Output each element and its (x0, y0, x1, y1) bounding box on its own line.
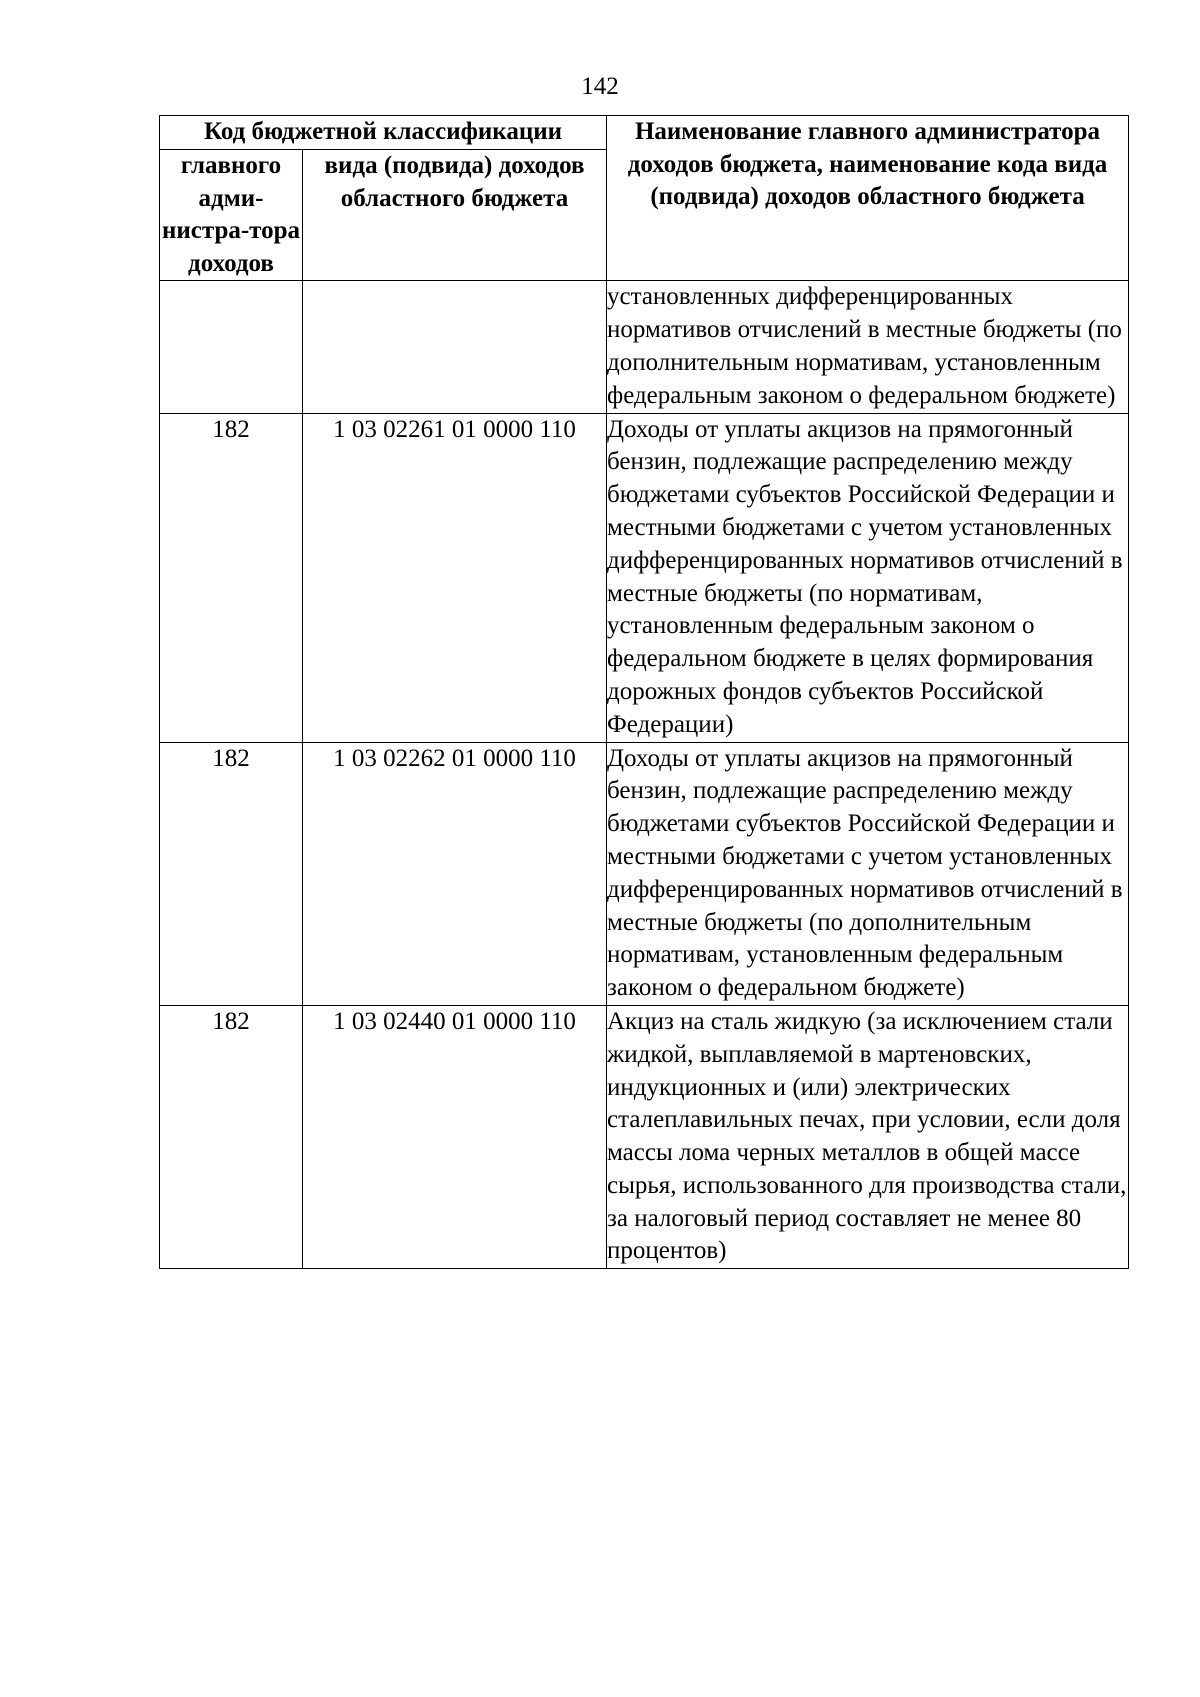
cell-income-code: 1 03 02262 01 0000 110 (303, 742, 607, 1005)
table-header (160, 116, 1129, 281)
cell-income-code: 1 03 02440 01 0000 110 (303, 1005, 607, 1268)
cell-income-name: Акциз на сталь жидкую (за исключением стали жидкой, выплавляемой в мартеновских, индукционных и (или) электрических сталеплавильных печах, при условии, если доля массы лома черных металлов в общей массе сырья, использованного для производства стали, за налоговый период составляет не менее 80 процентов) (607, 1005, 1129, 1268)
cell-income-name: Доходы от уплаты акцизов на прямогонный бензин, подлежащие распределению между бюджетами субъектов Российской Федерации и местными бюджетами с учетом установленных дифференцированных нормативов отчислений в местные бюджеты (по нормативам, установленным федеральным законом о федеральном бюджете в целях формирования дорожных фондов субъектов Российской Федерации) (607, 413, 1129, 742)
cell-income-code: 1 03 02261 01 0000 110 (303, 413, 607, 742)
table-row (160, 281, 1129, 413)
header-name: Наименование главного администратора доходов бюджета, наименование кода вида (подвида) доходов областного бюджета (607, 116, 1129, 281)
cell-income-name: установленных дифференцированных нормативов отчислений в местные бюджеты (по дополнительным нормативам, установленным федеральным законом о федеральном бюджете) (607, 281, 1129, 413)
table-row (160, 742, 1129, 1005)
table-body (160, 281, 1129, 1269)
table-row (160, 1005, 1129, 1268)
cell-admin-code: 182 (160, 742, 303, 1005)
budget-classification-table (159, 115, 1129, 1269)
cell-income-code (303, 281, 607, 413)
table-row (160, 413, 1129, 742)
header-budget-classification-code: Код бюджетной классификации (160, 116, 607, 150)
cell-admin-code: 182 (160, 1005, 303, 1268)
page-number: 142 (581, 73, 619, 100)
header-main-administrator: главного адми-нистра-тора доходов (160, 150, 303, 281)
cell-admin-code (160, 281, 303, 413)
cell-income-name: Доходы от уплаты акцизов на прямогонный бензин, подлежащие распределению между бюджетами субъектов Российской Федерации и местными бюджетами с учетом установленных дифференцированных нормативов отчислений в местные бюджеты (по дополнительным нормативам, установленным федеральным законом о федеральном бюджете) (607, 742, 1129, 1005)
header-income-type-code: вида (подвида) доходов областного бюджета (303, 150, 607, 281)
cell-admin-code: 182 (160, 413, 303, 742)
